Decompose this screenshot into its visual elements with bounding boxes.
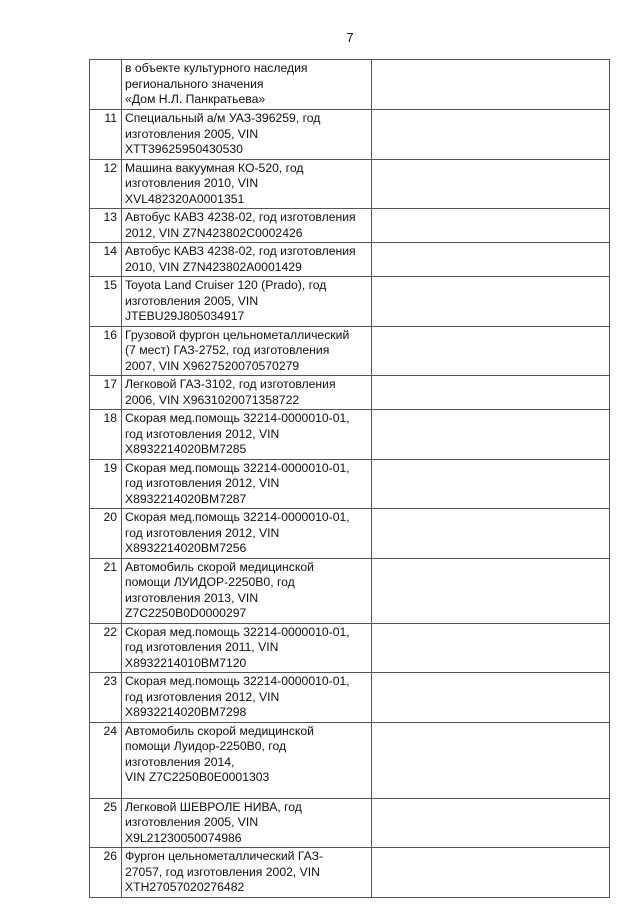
vehicle-description bbox=[122, 209, 372, 243]
description-line: X8932214020BM7298 bbox=[125, 705, 247, 719]
vehicle-description bbox=[122, 277, 372, 327]
vehicle-description bbox=[122, 60, 372, 110]
table-row bbox=[90, 277, 610, 327]
description-line: Автобус КАВЗ 4238-02, год изготовления bbox=[125, 210, 356, 224]
description-line: «Дом Н.Л. Панкратьева» bbox=[125, 92, 266, 106]
table-row bbox=[90, 209, 610, 243]
description-line: год изготовления 2011, VIN bbox=[125, 640, 279, 654]
description-line: 2006, VIN X9631020071358722 bbox=[125, 392, 300, 407]
description-line: Легковой ГАЗ-3102, год изготовления bbox=[125, 377, 336, 391]
description-line: X8932214020BM7285 bbox=[125, 442, 247, 456]
description-line: изготовления 2005, VIN bbox=[125, 293, 259, 308]
description-line: Специальный а/м УАЗ-396259, год bbox=[125, 111, 321, 125]
row-number: 21 bbox=[90, 558, 122, 623]
description-line: X8932214020BM7256 bbox=[125, 541, 247, 555]
description-line: 27057, год изготовления 2002, VIN bbox=[125, 864, 320, 879]
empty-cell bbox=[372, 623, 610, 673]
row-number: 23 bbox=[90, 673, 122, 723]
table-row bbox=[90, 110, 610, 160]
description-line: 2007, VIN X9627520070570279 bbox=[125, 358, 300, 373]
vehicle-description bbox=[122, 110, 372, 160]
table-row bbox=[90, 60, 610, 110]
empty-cell bbox=[372, 673, 610, 723]
row-number: 17 bbox=[90, 376, 122, 410]
empty-cell bbox=[372, 798, 610, 848]
empty-cell bbox=[372, 277, 610, 327]
description-line: Скорая мед.помощь 32214-0000010-01, bbox=[125, 460, 350, 475]
description-line: Фургон цельнометаллический ГАЗ- bbox=[125, 849, 324, 863]
description-line: Грузовой фургон цельнометаллический bbox=[125, 327, 350, 342]
empty-cell bbox=[372, 159, 610, 209]
vehicle-description bbox=[122, 673, 372, 723]
row-number: 13 bbox=[90, 209, 122, 243]
table-row bbox=[90, 459, 610, 509]
vehicle-description bbox=[122, 376, 372, 410]
empty-cell bbox=[372, 60, 610, 110]
vehicle-table bbox=[89, 59, 610, 898]
row-number bbox=[90, 60, 122, 110]
empty-cell bbox=[372, 110, 610, 160]
description-line: JTEBU29J805034917 bbox=[125, 309, 245, 323]
empty-cell bbox=[372, 209, 610, 243]
description-line: изготовления 2013, VIN bbox=[125, 590, 259, 605]
row-number: 24 bbox=[90, 722, 122, 798]
description-line: X9L21230050074986 bbox=[125, 830, 242, 845]
page-number: 7 bbox=[346, 30, 354, 45]
description-line: год изготовления 2012, VIN bbox=[125, 426, 280, 441]
description-line: 2012, VIN Z7N423802C0002426 bbox=[125, 225, 303, 240]
vehicle-description bbox=[122, 326, 372, 376]
vehicle-description bbox=[122, 243, 372, 277]
description-line: изготовления 2014, bbox=[125, 754, 235, 769]
description-line: Скорая мед.помощь 32214-0000010-01, bbox=[125, 411, 350, 425]
row-number: 11 bbox=[90, 110, 122, 160]
empty-cell bbox=[372, 558, 610, 623]
table-row bbox=[90, 798, 610, 848]
table-row bbox=[90, 509, 610, 559]
empty-cell bbox=[372, 509, 610, 559]
empty-cell bbox=[372, 459, 610, 509]
vehicle-description bbox=[122, 159, 372, 209]
description-line: год изготовления 2012, VIN bbox=[125, 525, 280, 540]
row-number: 18 bbox=[90, 410, 122, 460]
description-line: Toyota Land Cruiser 120 (Prado), год bbox=[125, 278, 327, 292]
empty-cell bbox=[372, 376, 610, 410]
description-line: изготовления 2010, VIN bbox=[125, 176, 259, 190]
row-number: 20 bbox=[90, 509, 122, 559]
description-line: изготовления 2005, VIN bbox=[125, 126, 259, 141]
empty-cell bbox=[372, 243, 610, 277]
table-row bbox=[90, 558, 610, 623]
description-line: XVL482320A0001351 bbox=[125, 191, 245, 206]
description-line: X8932214010BM7120 bbox=[125, 655, 247, 670]
empty-cell bbox=[372, 848, 610, 898]
table-row bbox=[90, 623, 610, 673]
vehicle-description bbox=[122, 509, 372, 559]
description-line: Автомобиль скорой медицинской bbox=[125, 559, 314, 574]
description-line: 2010, VIN Z7N423802A0001429 bbox=[125, 259, 302, 274]
description-line: VIN Z7C2250B0E0001303 bbox=[125, 770, 270, 784]
vehicle-description bbox=[122, 558, 372, 623]
row-number: 14 bbox=[90, 243, 122, 277]
row-number: 12 bbox=[90, 159, 122, 209]
vehicle-description bbox=[122, 722, 372, 798]
description-line: Скорая мед.помощь 32214-0000010-01, bbox=[125, 624, 350, 639]
table-row bbox=[90, 243, 610, 277]
table-row bbox=[90, 376, 610, 410]
description-line: (7 мест) ГАЗ-2752, год изготовления bbox=[125, 343, 330, 357]
empty-cell bbox=[372, 410, 610, 460]
description-line: Скорая мед.помощь 32214-0000010-01, bbox=[125, 674, 350, 688]
description-line: год изготовления 2012, VIN bbox=[125, 689, 280, 704]
description-line: XTH27057020276482 bbox=[125, 880, 245, 894]
description-line: Z7C2250B0D0000297 bbox=[125, 606, 247, 620]
row-number: 15 bbox=[90, 277, 122, 327]
row-number: 16 bbox=[90, 326, 122, 376]
empty-cell bbox=[372, 326, 610, 376]
vehicle-description bbox=[122, 798, 372, 848]
empty-cell bbox=[372, 722, 610, 798]
description-line: Автомобиль скорой медицинской bbox=[125, 723, 314, 738]
description-line: XTT39625950430530 bbox=[125, 142, 243, 156]
table-row bbox=[90, 410, 610, 460]
description-line: помощи Луидор-2250B0, год bbox=[125, 739, 287, 753]
table-row bbox=[90, 722, 610, 798]
description-line: изготовления 2005, VIN bbox=[125, 815, 259, 829]
table-row bbox=[90, 159, 610, 209]
vehicle-description bbox=[122, 459, 372, 509]
row-number: 22 bbox=[90, 623, 122, 673]
table-row bbox=[90, 673, 610, 723]
row-number: 25 bbox=[90, 798, 122, 848]
vehicle-table-body bbox=[90, 60, 610, 898]
description-line: в объекте культурного наследия bbox=[125, 61, 308, 75]
vehicle-description bbox=[122, 848, 372, 898]
description-line: помощи ЛУИДОР-2250B0, год bbox=[125, 575, 295, 589]
description-line: Автобус КАВЗ 4238-02, год изготовления bbox=[125, 244, 356, 258]
row-number: 26 bbox=[90, 848, 122, 898]
table-row bbox=[90, 326, 610, 376]
description-line: Машина вакуумная КО-520, год bbox=[125, 160, 304, 175]
description-line: регионального значения bbox=[125, 76, 264, 91]
table-row bbox=[90, 848, 610, 898]
description-line: Скорая мед.помощь 32214-0000010-01, bbox=[125, 510, 350, 524]
description-line: Легковой ШЕВРОЛЕ НИВА, год bbox=[125, 799, 302, 814]
vehicle-description bbox=[122, 410, 372, 460]
row-number: 19 bbox=[90, 459, 122, 509]
description-line: год изготовления 2012, VIN bbox=[125, 476, 280, 490]
description-line: X8932214020BM7287 bbox=[125, 491, 247, 506]
vehicle-description bbox=[122, 623, 372, 673]
